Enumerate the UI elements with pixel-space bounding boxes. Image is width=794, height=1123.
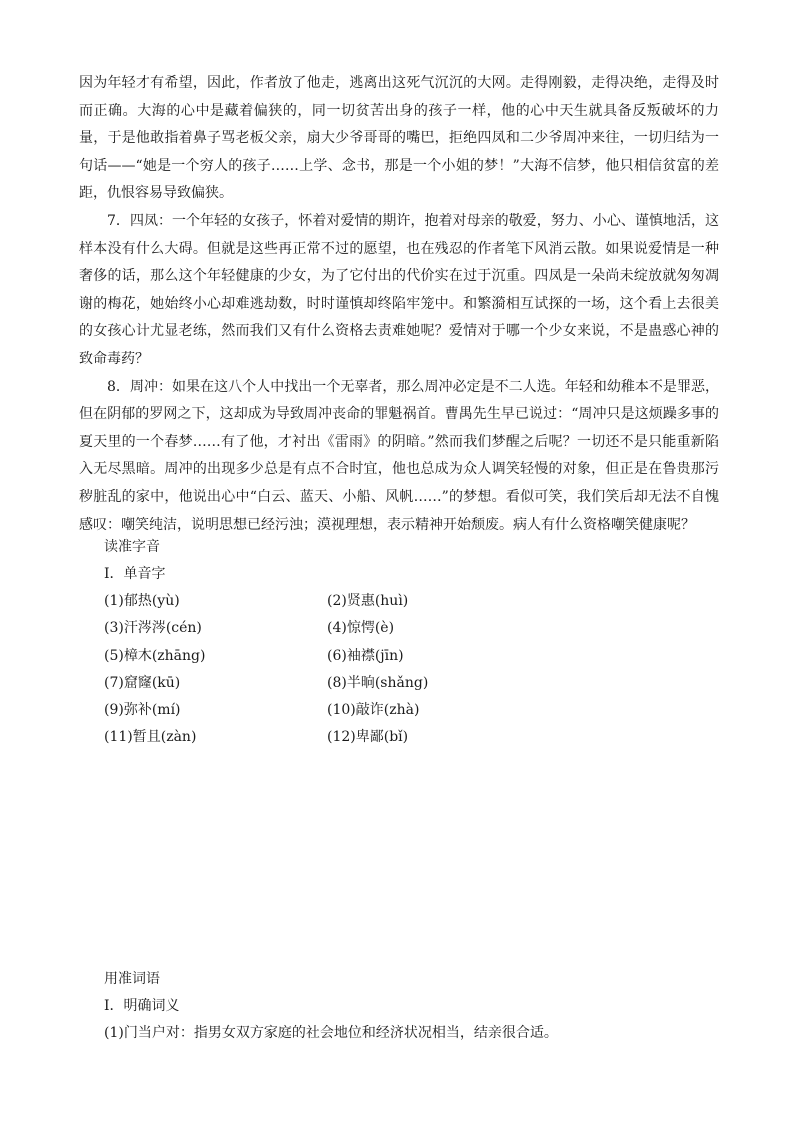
pronunciation-title: 读准字音: [104, 539, 160, 555]
list-item: (7)窟窿(kū): [104, 674, 181, 691]
paragraph-sifeng: 7．四凤：一个年轻的女孩子，怀着对爱情的期许，抱着对母亲的敬爱，努力、小心、谨慎地活，这样本没有什么大碍。但就是这些再正常不过的愿望，也在残忍的作者笔下风消云散。如果说爱情是一种奢侈的话，那么这个年轻健康的少女，为了它付出的代价实在过于沉重。四凤是一朵尚未绽放就匆匆凋谢的梅花，她始终小心却难逃劫数，时时谨慎却终陷牢笼中。和繁漪相互试探的一场，这个看上去很美的女孩心计尤显老练，然而我们又有什么资格去责难她呢？爱情对于哪一个少女来说，不是蛊惑心神的致命毒药？: [79, 212, 719, 367]
list-item: (5)樟木(zhāng): [104, 647, 206, 664]
list-item: (9)弥补(mí): [104, 702, 181, 719]
pronunciation-subtitle: Ⅰ．单音字: [104, 566, 166, 582]
list-item: (10)敲诈(zhà): [327, 702, 420, 719]
pronunciation-list: [104, 588, 704, 752]
paragraph-dahai: 因为年轻才有希望，因此，作者放了他走，逃离出这死气沉沉的大网。走得刚毅，走得决绝，走得及时而正确。大海的心中是藏着偏狭的，同一切贫苦出身的孩子一样，他的心中天生就具备反叛破坏的力量，于是他敢指着鼻子骂老板父亲，扇大少爷哥哥的嘴巴，拒绝四凤和二少爷周冲来往，一切归结为一句话——“她是一个穷人的孩子……上学、念书，那是一个小姐的梦！”大海不信梦，他只相信贫富的差距，仇恨容易导致偏狭。: [79, 75, 719, 202]
pronunciation-section: [104, 534, 704, 752]
definition-item: (1)门当户对：指男女双方家庭的社会地位和经济状况相当，结亲很合适。: [104, 1025, 558, 1041]
paragraph-zhouchong: 8．周冲：如果在这八个人中找出一个无辜者，那么周冲必定是不二人选。年轻和幼稚本不是罪恶，但在阴郁的罗网之下，这却成为导致周冲丧命的罪魁祸首。曹禺先生早已说过：“周冲只是这烦躁多事的夏天里的一个春梦……有了他，才衬出《雷雨》的阴暗。”然而我们梦醒之后呢？一切还不是只能重新陷入无尽黑暗。周冲的出现多少总是有点不合时宜，他也总成为众人调笑轻慢的对象，但正是在鲁贵那污秽脏乱的家中，他说出心中“白云、蓝天、小船、风帆……”的梦想。看似可笑，我们笑后却无法不自愧感叹：嘲笑纯洁，说明思想已经污浊；漠视理想，表示精神开始颓废。病人有什么资格嘲笑健康呢？: [79, 378, 719, 533]
list-item: (8)半晌(shǎng): [327, 674, 429, 691]
list-item: (3)汗涔涔(cén): [104, 620, 202, 637]
list-item: (2)贤惠(huì): [327, 593, 409, 609]
vocabulary-subtitle: Ⅰ．明确词义: [104, 998, 180, 1014]
vocabulary-section: [104, 966, 704, 1047]
list-item: (1)郁热(yù): [104, 593, 180, 609]
list-item: (6)袖襟(jīn): [327, 647, 404, 664]
vocabulary-title: 用准词语: [104, 971, 160, 987]
analysis-paragraphs: [79, 70, 719, 539]
list-item: (4)惊愕(è): [327, 620, 395, 637]
list-item: (12)卑鄙(bǐ): [327, 729, 409, 746]
list-item: (11)暂且(zàn): [104, 729, 197, 746]
